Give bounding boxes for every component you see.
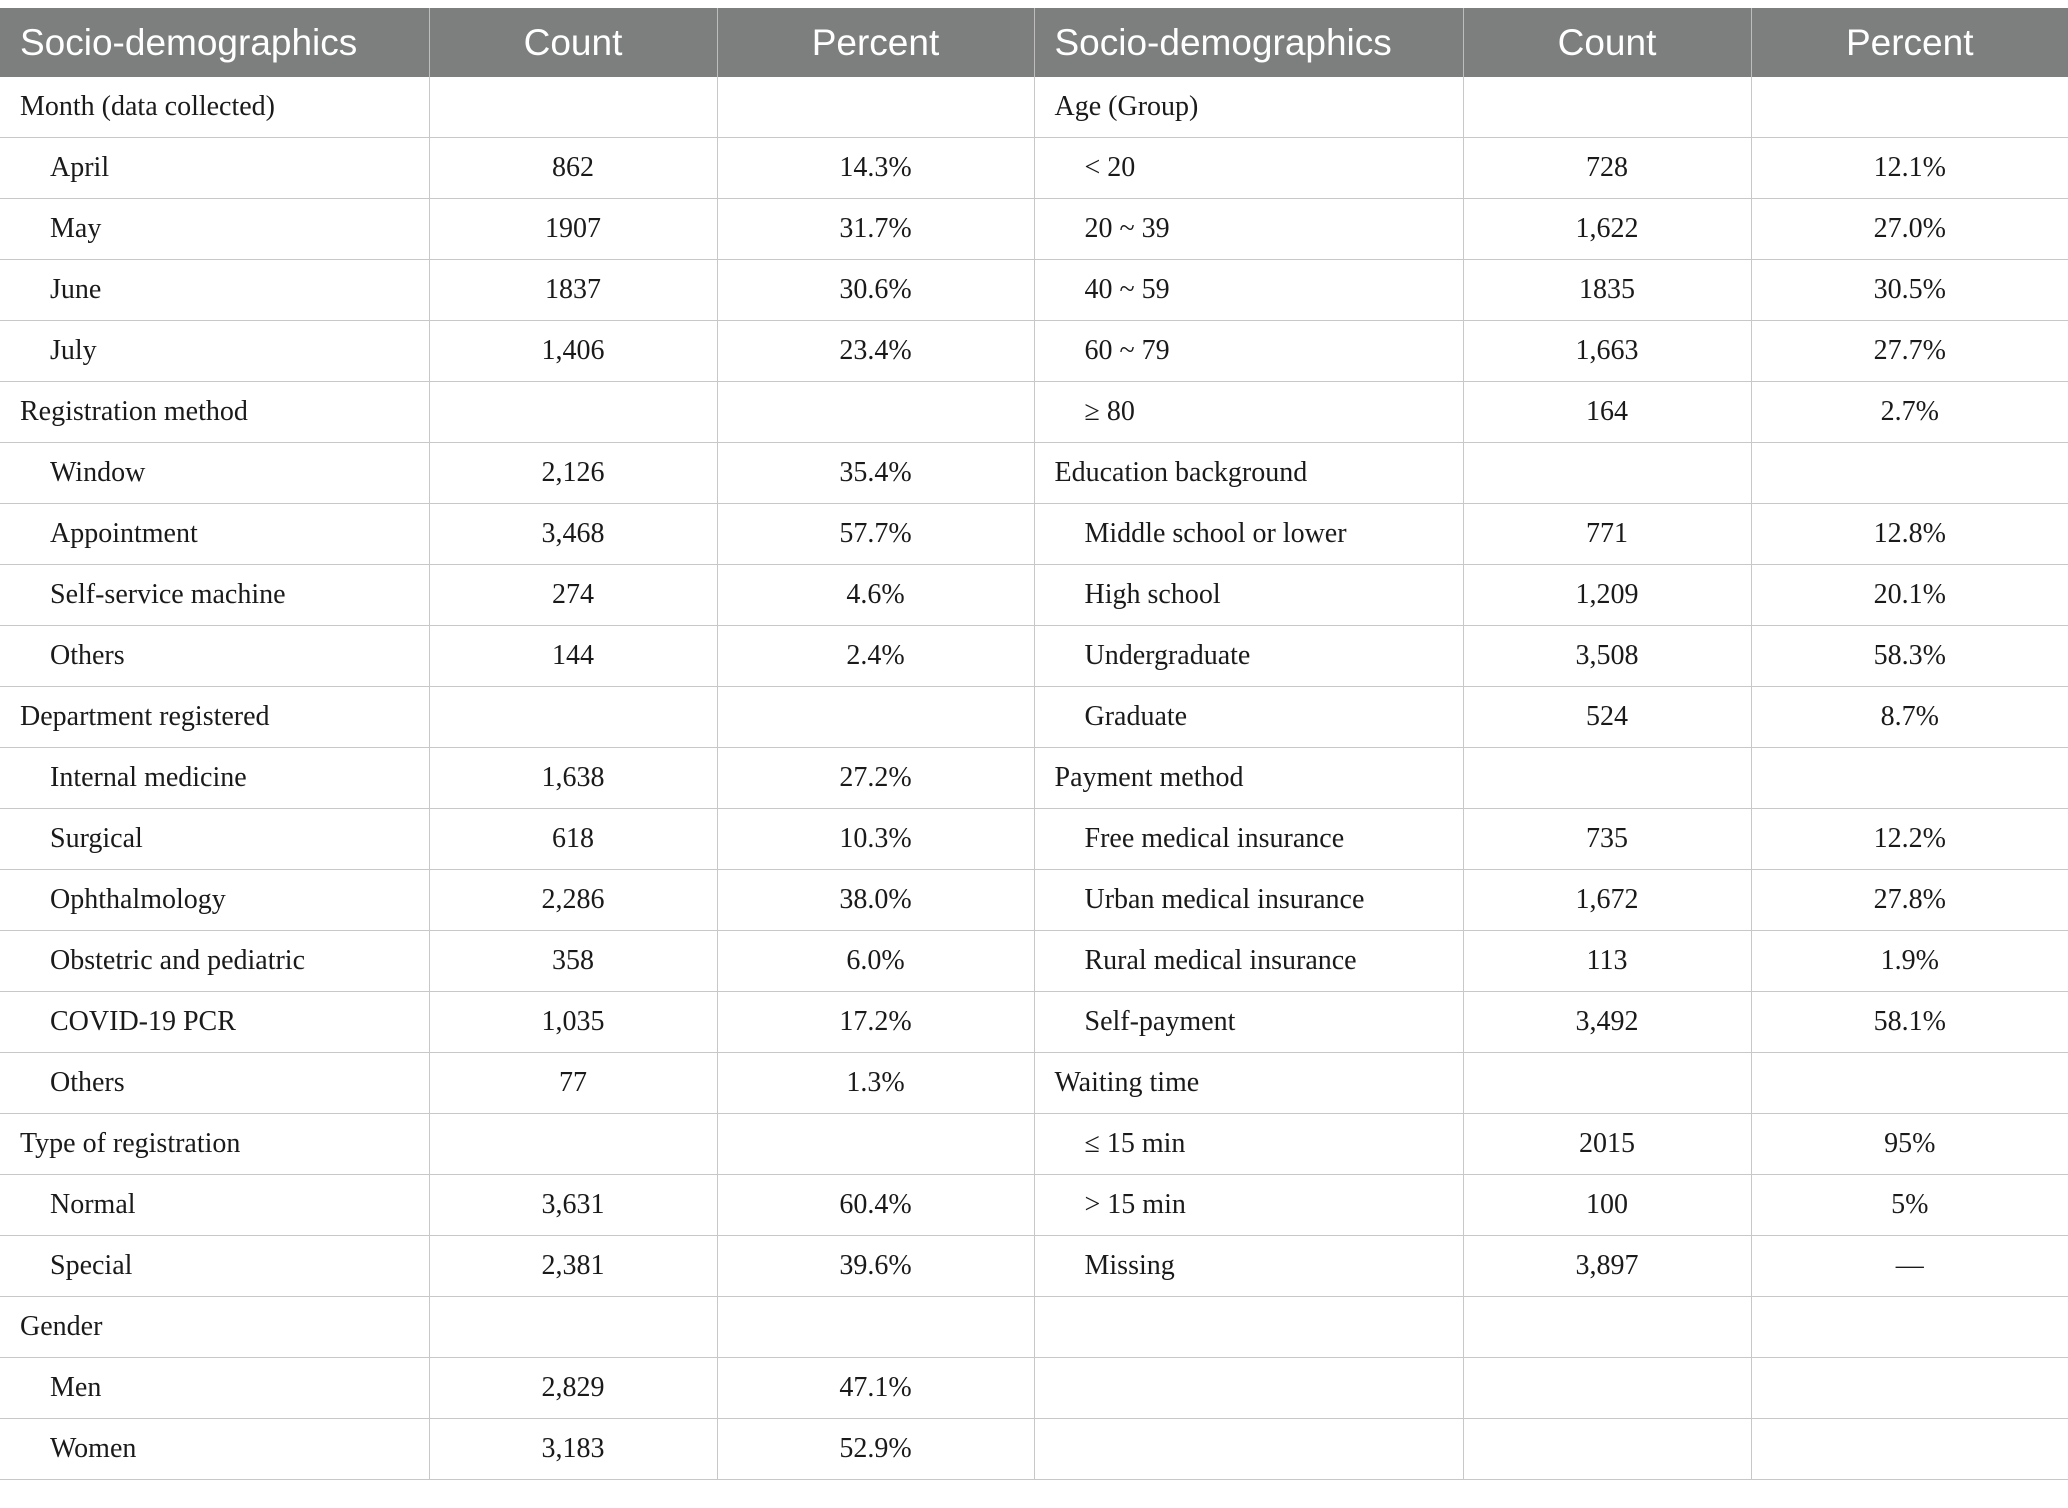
percent-cell <box>717 77 1034 138</box>
count-cell: 1,622 <box>1463 199 1751 260</box>
percent-cell: 60.4% <box>717 1175 1034 1236</box>
percent-cell: 20.1% <box>1751 565 2068 626</box>
count-cell: 2,126 <box>429 443 717 504</box>
item-label: Surgical <box>0 809 429 870</box>
table-header <box>0 8 2068 77</box>
item-label: April <box>0 138 429 199</box>
table-row <box>0 1297 2068 1358</box>
percent-cell: 27.2% <box>717 748 1034 809</box>
item-label: Appointment <box>0 504 429 565</box>
category-label: Department registered <box>0 687 429 748</box>
category-label: Education background <box>1034 443 1463 504</box>
header-percent-right: Percent <box>1751 8 2068 77</box>
table-row <box>0 565 2068 626</box>
count-cell: 274 <box>429 565 717 626</box>
count-cell <box>429 382 717 443</box>
percent-cell: 27.7% <box>1751 321 2068 382</box>
item-label: Obstetric and pediatric <box>0 931 429 992</box>
percent-cell: 39.6% <box>717 1236 1034 1297</box>
item-label: ≤ 15 min <box>1034 1114 1463 1175</box>
table-row <box>0 321 2068 382</box>
count-cell: 735 <box>1463 809 1751 870</box>
table-row <box>0 1175 2068 1236</box>
table-row <box>0 138 2068 199</box>
percent-cell: 35.4% <box>717 443 1034 504</box>
item-label: Internal medicine <box>0 748 429 809</box>
percent-cell: 47.1% <box>717 1358 1034 1419</box>
count-cell: 728 <box>1463 138 1751 199</box>
count-cell: 1,672 <box>1463 870 1751 931</box>
percent-cell: 2.7% <box>1751 382 2068 443</box>
percent-cell: 27.0% <box>1751 199 2068 260</box>
percent-cell: 12.8% <box>1751 504 2068 565</box>
percent-cell: 30.5% <box>1751 260 2068 321</box>
item-label: Ophthalmology <box>0 870 429 931</box>
count-cell <box>1463 1053 1751 1114</box>
count-cell: 77 <box>429 1053 717 1114</box>
percent-cell: — <box>1751 1236 2068 1297</box>
percent-cell <box>717 382 1034 443</box>
item-label: 20 ~ 39 <box>1034 199 1463 260</box>
table-row <box>0 931 2068 992</box>
item-label: Normal <box>0 1175 429 1236</box>
item-label: June <box>0 260 429 321</box>
percent-cell <box>1751 1358 2068 1419</box>
item-label: 60 ~ 79 <box>1034 321 1463 382</box>
percent-cell: 5% <box>1751 1175 2068 1236</box>
item-label: Graduate <box>1034 687 1463 748</box>
percent-cell: 31.7% <box>717 199 1034 260</box>
percent-cell <box>1751 77 2068 138</box>
table-row <box>0 809 2068 870</box>
count-cell: 113 <box>1463 931 1751 992</box>
item-label: Middle school or lower <box>1034 504 1463 565</box>
percent-cell: 4.6% <box>717 565 1034 626</box>
count-cell: 100 <box>1463 1175 1751 1236</box>
percent-cell: 23.4% <box>717 321 1034 382</box>
percent-cell: 52.9% <box>717 1419 1034 1480</box>
item-label: Others <box>0 626 429 687</box>
item-label: High school <box>1034 565 1463 626</box>
count-cell: 3,468 <box>429 504 717 565</box>
percent-cell: 38.0% <box>717 870 1034 931</box>
header-percent-left: Percent <box>717 8 1034 77</box>
header-count-right: Count <box>1463 8 1751 77</box>
header-count-left: Count <box>429 8 717 77</box>
item-label: Window <box>0 443 429 504</box>
table-row <box>0 870 2068 931</box>
table-row <box>0 260 2068 321</box>
percent-cell: 1.3% <box>717 1053 1034 1114</box>
percent-cell: 12.2% <box>1751 809 2068 870</box>
category-label <box>1034 1358 1463 1419</box>
item-label: Missing <box>1034 1236 1463 1297</box>
percent-cell <box>717 1114 1034 1175</box>
table-row <box>0 504 2068 565</box>
percent-cell: 58.1% <box>1751 992 2068 1053</box>
percent-cell <box>1751 443 2068 504</box>
category-label: Waiting time <box>1034 1053 1463 1114</box>
count-cell: 862 <box>429 138 717 199</box>
count-cell: 3,897 <box>1463 1236 1751 1297</box>
percent-cell: 8.7% <box>1751 687 2068 748</box>
count-cell <box>429 1297 717 1358</box>
count-cell: 618 <box>429 809 717 870</box>
item-label: < 20 <box>1034 138 1463 199</box>
category-label: Age (Group) <box>1034 77 1463 138</box>
percent-cell: 10.3% <box>717 809 1034 870</box>
category-label <box>1034 1419 1463 1480</box>
percent-cell: 58.3% <box>1751 626 2068 687</box>
category-label: Registration method <box>0 382 429 443</box>
category-label <box>1034 1297 1463 1358</box>
category-label: Type of registration <box>0 1114 429 1175</box>
count-cell <box>429 687 717 748</box>
item-label: May <box>0 199 429 260</box>
count-cell: 1907 <box>429 199 717 260</box>
table-row <box>0 1053 2068 1114</box>
count-cell: 1,638 <box>429 748 717 809</box>
count-cell <box>1463 1358 1751 1419</box>
table-row <box>0 199 2068 260</box>
table-row <box>0 1114 2068 1175</box>
count-cell: 144 <box>429 626 717 687</box>
percent-cell: 6.0% <box>717 931 1034 992</box>
count-cell <box>429 77 717 138</box>
percent-cell <box>1751 1297 2068 1358</box>
percent-cell: 17.2% <box>717 992 1034 1053</box>
item-label: Women <box>0 1419 429 1480</box>
percent-cell: 95% <box>1751 1114 2068 1175</box>
count-cell <box>1463 1419 1751 1480</box>
count-cell: 164 <box>1463 382 1751 443</box>
percent-cell: 27.8% <box>1751 870 2068 931</box>
item-label: COVID-19 PCR <box>0 992 429 1053</box>
item-label: Free medical insurance <box>1034 809 1463 870</box>
count-cell: 1,035 <box>429 992 717 1053</box>
count-cell: 524 <box>1463 687 1751 748</box>
count-cell: 2,381 <box>429 1236 717 1297</box>
count-cell: 771 <box>1463 504 1751 565</box>
percent-cell: 30.6% <box>717 260 1034 321</box>
table-row <box>0 77 2068 138</box>
percent-cell: 14.3% <box>717 138 1034 199</box>
item-label: Special <box>0 1236 429 1297</box>
count-cell: 3,183 <box>429 1419 717 1480</box>
percent-cell: 2.4% <box>717 626 1034 687</box>
item-label: Others <box>0 1053 429 1114</box>
percent-cell <box>717 687 1034 748</box>
count-cell: 1,406 <box>429 321 717 382</box>
percent-cell: 1.9% <box>1751 931 2068 992</box>
percent-cell <box>1751 1419 2068 1480</box>
percent-cell: 12.1% <box>1751 138 2068 199</box>
table-row <box>0 687 2068 748</box>
table-row <box>0 1358 2068 1419</box>
table-row <box>0 626 2068 687</box>
count-cell <box>1463 443 1751 504</box>
table-row <box>0 748 2068 809</box>
item-label: Self-service machine <box>0 565 429 626</box>
item-label: > 15 min <box>1034 1175 1463 1236</box>
count-cell: 3,508 <box>1463 626 1751 687</box>
percent-cell: 57.7% <box>717 504 1034 565</box>
table-body <box>0 77 2068 1480</box>
category-label: Gender <box>0 1297 429 1358</box>
count-cell: 1,209 <box>1463 565 1751 626</box>
table-row <box>0 1419 2068 1480</box>
count-cell: 2,286 <box>429 870 717 931</box>
percent-cell <box>1751 748 2068 809</box>
table-row <box>0 1236 2068 1297</box>
header-row <box>0 8 2068 77</box>
count-cell: 1835 <box>1463 260 1751 321</box>
table-row <box>0 992 2068 1053</box>
header-socio-demographics-left: Socio-demographics <box>0 8 429 77</box>
item-label: Undergraduate <box>1034 626 1463 687</box>
count-cell: 358 <box>429 931 717 992</box>
count-cell: 3,492 <box>1463 992 1751 1053</box>
count-cell <box>1463 748 1751 809</box>
count-cell: 1837 <box>429 260 717 321</box>
header-socio-demographics-right: Socio-demographics <box>1034 8 1463 77</box>
count-cell: 1,663 <box>1463 321 1751 382</box>
table-row <box>0 443 2068 504</box>
category-label: Payment method <box>1034 748 1463 809</box>
count-cell <box>429 1114 717 1175</box>
item-label: Men <box>0 1358 429 1419</box>
count-cell: 2,829 <box>429 1358 717 1419</box>
count-cell: 3,631 <box>429 1175 717 1236</box>
count-cell <box>1463 1297 1751 1358</box>
item-label: 40 ~ 59 <box>1034 260 1463 321</box>
count-cell <box>1463 77 1751 138</box>
percent-cell <box>1751 1053 2068 1114</box>
percent-cell <box>717 1297 1034 1358</box>
item-label: Rural medical insurance <box>1034 931 1463 992</box>
socio-demographics-table <box>0 8 2068 1480</box>
item-label: ≥ 80 <box>1034 382 1463 443</box>
item-label: July <box>0 321 429 382</box>
category-label: Month (data collected) <box>0 77 429 138</box>
table-row <box>0 382 2068 443</box>
item-label: Self-payment <box>1034 992 1463 1053</box>
item-label: Urban medical insurance <box>1034 870 1463 931</box>
count-cell: 2015 <box>1463 1114 1751 1175</box>
